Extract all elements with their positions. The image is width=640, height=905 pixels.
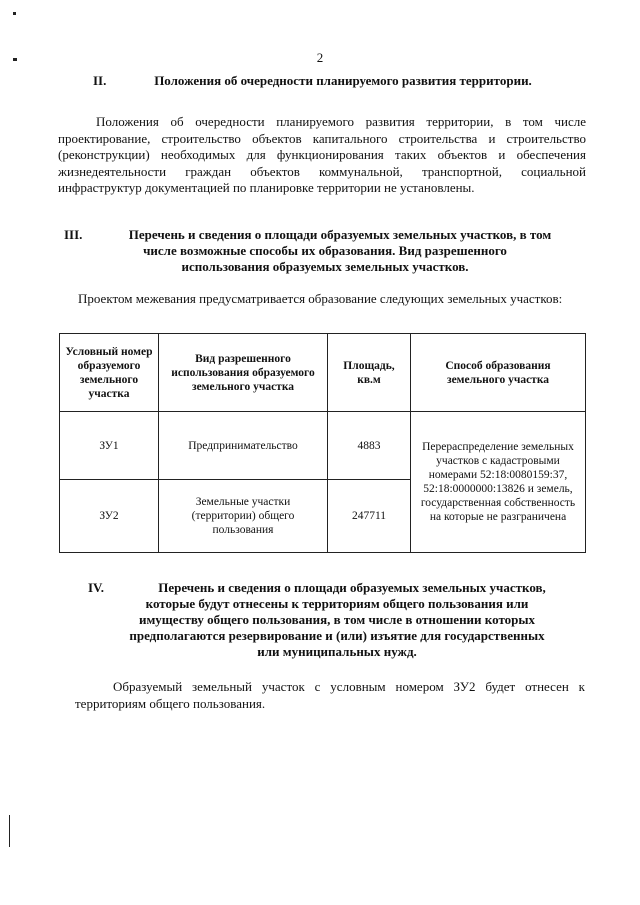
land-plots-table: [59, 333, 586, 553]
scan-mark: [13, 12, 16, 15]
page-number: 2: [316, 50, 324, 65]
cell-area: 4883: [328, 412, 411, 480]
section-3-paragraph: Проектом межевания предусматривается образование следующих земельных участков:: [78, 291, 563, 306]
scan-mark: [9, 815, 10, 847]
table-row: [60, 412, 586, 480]
section-3-title-line: Перечень и сведения о площади образуемых земельных участков, в том: [128, 227, 552, 242]
section-4-heading: [88, 580, 586, 660]
section-2-number: II.: [93, 73, 107, 88]
header-plot-number: Условный номер образуемого земельного участка: [60, 334, 159, 412]
section-4-title-line: предполагаются резервирование и (или) изъятие для государственных: [129, 628, 545, 643]
section-4-title-line: имуществу общего пользования, в том числе в отношении которых: [138, 612, 536, 627]
cell-permitted-use: Земельные участки (территории) общего пользования: [159, 480, 328, 553]
section-4-title-line: или муниципальных нужд.: [257, 644, 417, 659]
cell-area: 247711: [328, 480, 411, 553]
header-area: Площадь, кв.м: [328, 334, 411, 412]
section-3-number: III.: [64, 227, 83, 242]
section-2-title: Положения об очередности планируемого развития территории.: [154, 73, 532, 88]
section-3-title-line: использования образуемых земельных участков.: [181, 259, 469, 274]
cell-plot-id: ЗУ2: [60, 480, 159, 553]
section-3-heading: [64, 227, 586, 275]
section-2-paragraph: Положения об очередности планируемого развития территории, в том числе проектирование, строительство объектов капитального строительства и строительство (реконструкции) необходимых для функционирования таких объектов и обеспечения жизнедеятельности граждан объектов коммунальной, транспортной, социальной инфраструктур документацией по планировке территории не установлены.: [58, 114, 586, 195]
table-header-row: [60, 334, 586, 412]
section-3-title-line: числе возможные способы их образования. Вид разрешенного: [143, 243, 507, 258]
cell-permitted-use: Предпринимательство: [159, 412, 328, 480]
cell-plot-id: ЗУ1: [60, 412, 159, 480]
cell-formation-method: Перераспределение земельных участков с кадастровыми номерами 52:18:0080159:37, 52:18:0000000:13826 и земель, государственная собственность на которые не разграничена: [411, 412, 586, 553]
header-formation-method: Способ образования земельного участка: [411, 334, 586, 412]
section-2-heading: [93, 73, 563, 89]
section-4-title-line: которые будут отнесены к территориям общего пользования или: [145, 596, 529, 611]
section-4-title-line: Перечень и сведения о площади образуемых земельных участков,: [158, 580, 546, 595]
section-4-paragraph: Образуемый земельный участок с условным номером ЗУ2 будет отнесен к территориям общего пользования.: [75, 679, 585, 711]
section-4-number: IV.: [88, 580, 105, 595]
header-permitted-use: Вид разрешенного использования образуемого земельного участка: [159, 334, 328, 412]
